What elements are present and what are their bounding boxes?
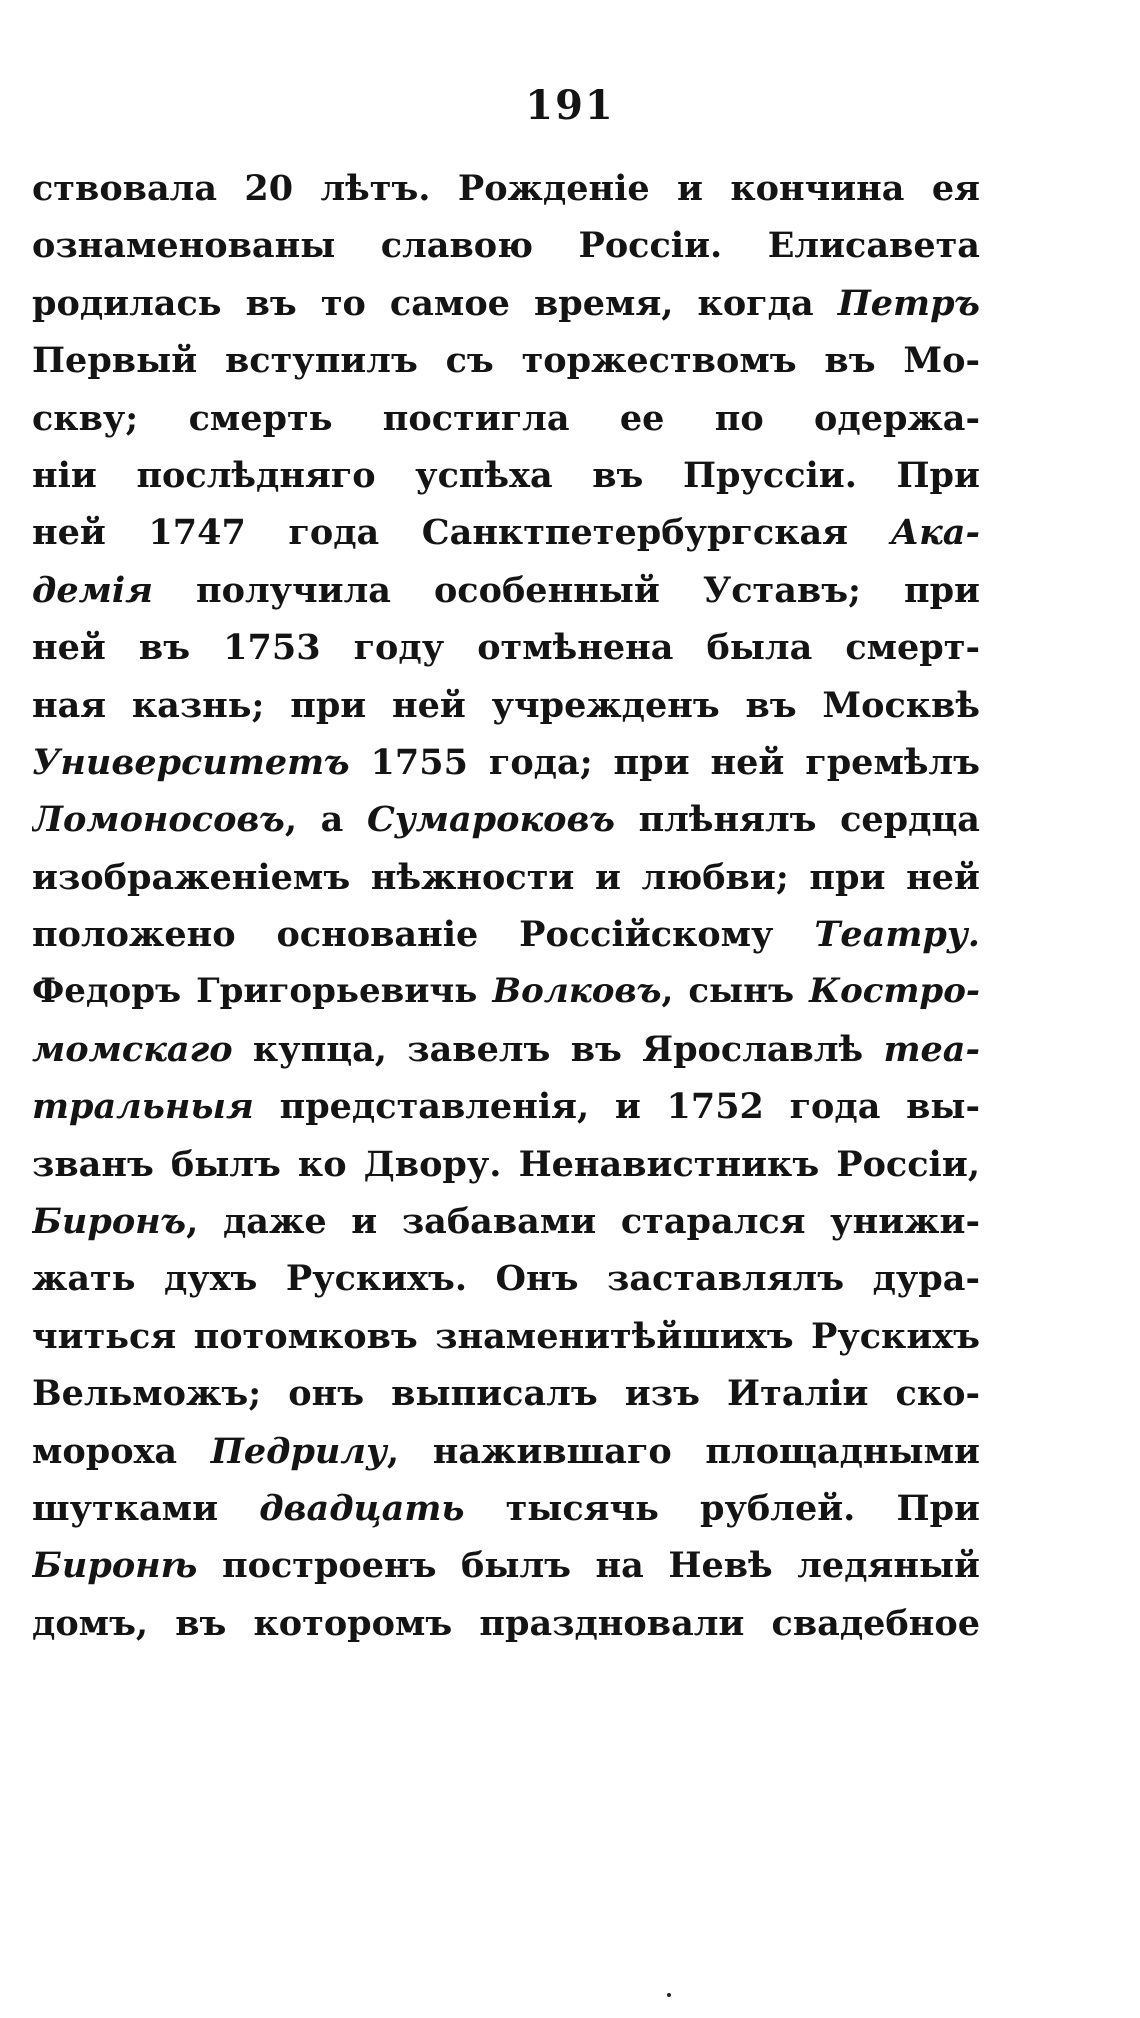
text-segment: скву; смерть постигла ее по одержа- [32,397,980,439]
text-segment: домъ, въ которомъ праздновали свадебное [32,1602,980,1644]
italic-text: момскаго [32,1028,233,1070]
text-segment: родилась въ то самое время, когда [32,282,838,324]
italic-text: Биронѣ [32,1545,198,1587]
italic-text: теа- [883,1028,980,1070]
text-line [32,619,980,676]
text-segment: ніи послѣдняго успѣха въ Пруссіи. При [32,454,980,496]
italic-text: Биронъ [32,1201,187,1243]
italic-text: тральныя [32,1086,254,1128]
text-line [32,1250,980,1307]
text-line [32,1480,980,1537]
italic-text: Костро- [809,971,980,1012]
text-segment: мороха [32,1430,211,1472]
text-segment: , даже и забавами старался унижи- [186,1201,980,1243]
text-segment: , а [284,799,367,841]
text-line [32,504,980,561]
text-line [32,791,980,848]
text-segment: читься потомковъ знаменитѣйшихъ Рускихъ [32,1315,980,1357]
text-segment: ствовала 20 лѣтъ. Рожденіе и кончина ея [32,168,980,209]
italic-text: Сумароковъ [366,799,615,841]
text-segment: , сынъ [661,971,810,1012]
text-line [32,1193,980,1250]
italic-text: Университетъ [32,741,350,783]
text-line [32,562,980,619]
text-line [32,963,980,1020]
italic-text: двадцать [259,1487,465,1529]
text-segment: ней 1747 года Санктпетербургская [32,512,891,554]
text-line [32,1365,980,1422]
text-line [32,677,980,734]
text-segment: представленія, и 1752 года вы- [253,1086,980,1128]
text-line [32,849,980,906]
italic-text: Ака- [890,512,980,554]
text-segment: получила особенный Уставъ; при [153,569,980,611]
text-segment: Первый вступилъ съ торжествомъ въ Мо- [32,340,980,382]
text-segment: Вельможъ; онъ выписалъ изъ Италіи ско- [32,1373,980,1415]
text-line [32,1595,980,1652]
text-segment: ней въ 1753 году отмѣнена была смерт- [32,627,980,669]
print-speck [667,1993,671,1997]
text-segment: Федоръ Григорьевичь [32,971,493,1012]
text-segment: званъ былъ ко Двору. Ненавистникъ Россіи, [32,1143,980,1185]
body-text [32,160,980,1652]
text-segment: ознаменованы славою Россіи. Елисавета [32,225,980,267]
text-line [32,447,980,504]
text-segment: шутками [32,1487,260,1529]
text-line [32,217,980,274]
text-line [32,734,980,791]
text-segment: построенъ былъ на Невѣ ледяный [197,1545,980,1587]
text-line [32,390,980,447]
italic-text: Театру. [814,914,980,956]
text-line [32,1537,980,1594]
text-segment: изображеніемъ нѣжности и любви; при ней [32,856,980,898]
text-line [32,1078,980,1135]
page-number: 191 [525,82,615,129]
italic-text: Ломоносовъ [32,799,285,841]
text-segment: жать духъ Рускихъ. Онъ заставлялъ дура- [32,1258,980,1300]
text-line [32,1423,980,1480]
italic-text: Педрилу [210,1430,387,1472]
text-line [32,1308,980,1365]
text-segment: плѣнялъ сердца [614,799,980,841]
text-line [32,1021,980,1078]
text-line [32,1136,980,1193]
text-segment: тысячь рублей. При [464,1487,980,1529]
italic-text: Волковъ [492,971,662,1012]
italic-text: демія [32,569,154,611]
text-line [32,160,980,217]
text-segment: 1755 года; при ней гремѣлъ [349,741,980,783]
text-line [32,906,980,963]
italic-text: Петръ [837,282,980,324]
text-segment: положено основаніе Россійскому [32,914,815,956]
text-segment: купца, завелъ въ Ярославлѣ [232,1028,884,1070]
text-segment: , нажившаго площадными [386,1430,980,1472]
text-line [32,332,980,389]
text-segment: ная казнь; при ней учрежденъ въ Москвѣ [32,684,980,726]
text-line [32,275,980,332]
